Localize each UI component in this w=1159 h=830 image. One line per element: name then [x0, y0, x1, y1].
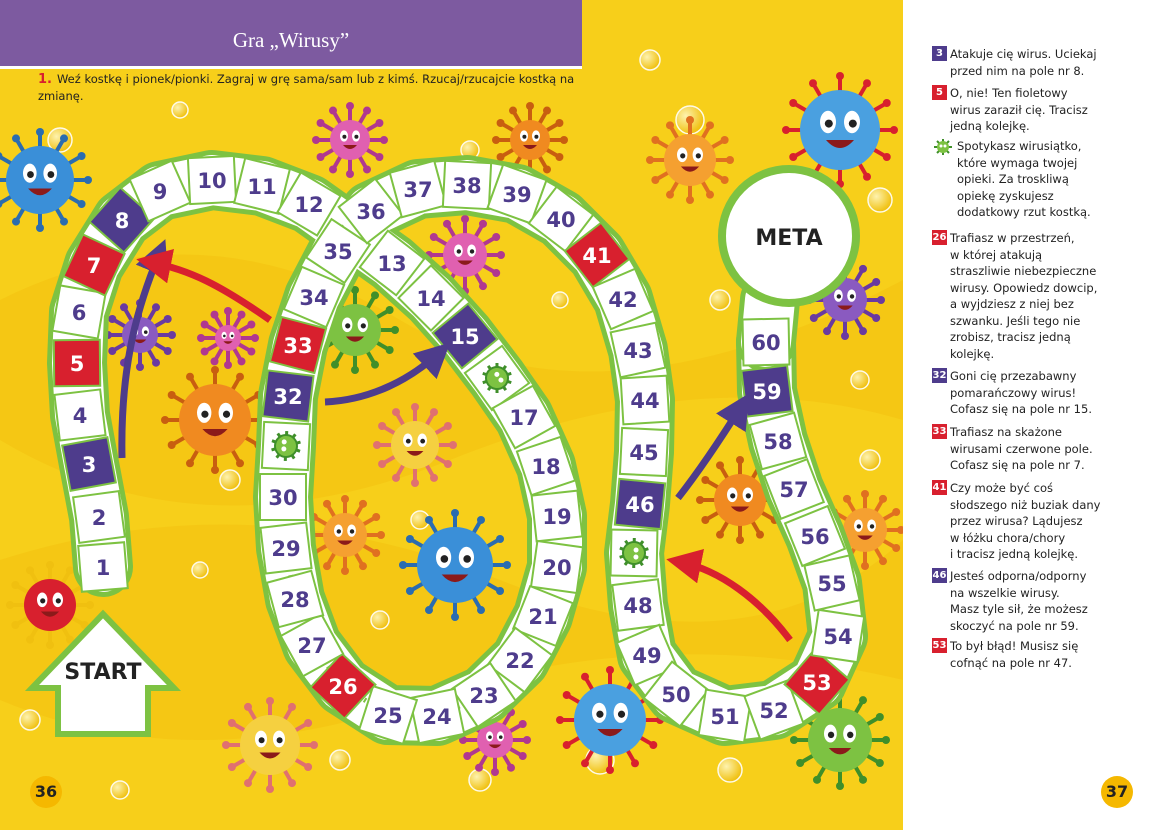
square-number: 10: [197, 169, 227, 193]
rule-item: [932, 424, 1147, 474]
square-number: 58: [763, 430, 793, 454]
board-square-1: [78, 542, 128, 592]
rule-text: Trafiasz na skażone wirusami czerwone pole. Cofasz się na pole nr 7.: [950, 425, 1093, 472]
bubble: [640, 50, 660, 70]
square-number: 7: [86, 254, 102, 278]
square-number: 54: [823, 625, 853, 649]
rule-text: Jesteś odporna/odporny na wszelkie wirusy. Masz tyle sił, że możesz skoczyć na pole nr 59.: [950, 569, 1088, 633]
board-square-2: [73, 491, 125, 543]
page-number-left: 36: [30, 776, 62, 808]
square-number: 56: [800, 525, 830, 549]
bubble: [552, 292, 568, 308]
square-number: 52: [759, 699, 789, 723]
board-square-29: [260, 522, 311, 573]
square-number: 46: [625, 493, 655, 517]
board-square-43: [611, 323, 666, 378]
board-square-32: [262, 370, 313, 421]
rule-text: Czy może być coś słodszego niż buziak dany przez wirusa? Lądujesz w łóżku chora/chory i tracisz jedną kolejkę.: [950, 481, 1101, 561]
square-number: 15: [450, 325, 480, 349]
rule-text: Goni cię przezabawny pomarańczowy wirus! Cofasz się na pole nr 15.: [950, 369, 1092, 416]
instruction-number: 1.: [38, 72, 52, 87]
instruction: [38, 71, 578, 105]
board-square-19: [532, 491, 583, 542]
square-number: 24: [422, 705, 452, 729]
rule-item: [932, 138, 1147, 221]
square-number: 25: [373, 704, 403, 728]
bubble: [710, 290, 730, 310]
square-number: 21: [528, 605, 558, 629]
rule-item: [932, 46, 1147, 79]
square-number: 30: [268, 486, 298, 510]
square-number: 48: [623, 594, 653, 618]
square-number: 23: [469, 684, 499, 708]
rule-item: [932, 230, 1147, 362]
board-square-10: [188, 156, 236, 204]
square-number: 5: [69, 352, 85, 376]
square-number: 28: [280, 588, 310, 612]
square-number: 1: [95, 556, 111, 580]
square-number: 13: [377, 252, 407, 276]
rule-text: Atakuje cię wirus. Uciekaj przed nim na pole nr 8.: [950, 47, 1097, 78]
rule-badge: 3: [932, 46, 947, 61]
board-square-54: [812, 610, 864, 662]
square-number: 6: [71, 301, 87, 325]
board-square-60: [743, 319, 790, 366]
title-band: [0, 0, 582, 69]
board-square-5: [54, 340, 100, 386]
square-number: 34: [299, 286, 329, 310]
square-number: 3: [81, 453, 97, 477]
square-number: 8: [114, 209, 130, 233]
board-square-38: [443, 161, 491, 209]
rule-item: [932, 85, 1147, 135]
rule-badge: 46: [932, 570, 947, 581]
square-number: 9: [152, 180, 168, 204]
rule-badge: 53: [932, 640, 947, 651]
rule-text: Spotykasz wirusiątko, które wymaga twojej opieki. Za troskliwą opiekę zyskujesz dodatkowy rzut kostką.: [957, 139, 1091, 219]
bubble: [20, 710, 40, 730]
page-title: Gra „Wirusy”: [232, 28, 350, 52]
square-number: 37: [403, 178, 433, 202]
board-square-55: [804, 555, 859, 610]
square-number: 60: [751, 331, 781, 355]
square-number: 14: [416, 287, 446, 311]
board-square-4: [54, 389, 105, 440]
square-number: 2: [91, 506, 107, 530]
square-number: 55: [817, 572, 847, 596]
small-virus-icon: [932, 138, 954, 161]
square-number: 11: [247, 175, 277, 199]
square-number: 57: [779, 478, 809, 502]
board-square-59: [741, 365, 792, 416]
board-square-45: [620, 428, 668, 476]
square-number: 45: [629, 441, 659, 465]
rule-badge: 41: [932, 482, 947, 493]
board-square-48: [612, 579, 663, 630]
square-number: 20: [542, 556, 572, 580]
board-square-46: [615, 479, 665, 529]
board-square-3: [62, 437, 116, 491]
square-number: 42: [608, 288, 638, 312]
board-square-24: [410, 689, 464, 743]
square-number: 44: [630, 389, 660, 413]
bubble: [718, 758, 742, 782]
virus-pink-icon: [312, 102, 388, 178]
board-square-6: [52, 285, 105, 338]
bubble: [330, 750, 350, 770]
bubble: [868, 188, 892, 212]
square-number: 29: [271, 537, 301, 561]
square-number: 4: [72, 404, 88, 428]
square-number: 40: [546, 208, 576, 232]
square-number: 18: [531, 455, 561, 479]
square-number: 12: [294, 193, 324, 217]
rule-item: [932, 480, 1147, 563]
board-square-47: [611, 530, 658, 577]
rule-item: [932, 568, 1147, 634]
square-number: 41: [582, 244, 612, 268]
board-square-31: [262, 422, 310, 470]
square-number: 53: [802, 671, 832, 695]
rule-badge: 26: [932, 232, 947, 243]
bubble: [371, 611, 389, 629]
square-number: 19: [542, 505, 572, 529]
square-number: 17: [509, 406, 539, 430]
rule-text: O, nie! Ten fioletowy wirus zaraził cię. Tracisz jedną kolejkę.: [950, 86, 1088, 133]
board-square-44: [621, 376, 670, 425]
rule-badge: 5: [932, 85, 947, 100]
page-number-right: 37: [1101, 776, 1133, 808]
square-number: 35: [323, 240, 353, 264]
rule-badge: 33: [932, 426, 947, 437]
square-number: 39: [502, 183, 532, 207]
bubble: [192, 562, 208, 578]
finish-label: META: [755, 226, 823, 251]
board-square-51: [699, 690, 752, 743]
virus-blue-icon: [0, 128, 92, 232]
bubble: [469, 769, 491, 791]
rule-text: Trafiasz w przestrzeń, w której atakują straszliwie niebezpieczne wirusy. Opowiedz dowcip, a wyjdziesz z niej bez szwanku. Jeśli tego nie zrobisz, tracisz jedną kolejkę.: [950, 231, 1098, 361]
square-number: 49: [632, 644, 662, 668]
bubble: [860, 450, 880, 470]
square-number: 43: [623, 339, 653, 363]
rule-badge: 32: [932, 370, 947, 381]
square-number: 33: [283, 334, 313, 358]
rule-item: [932, 368, 1147, 418]
square-number: 36: [356, 200, 386, 224]
bubble: [851, 371, 869, 389]
square-number: 51: [710, 705, 740, 729]
virus-orange-icon: [646, 116, 734, 204]
instruction-text: Weź kostkę i pionek/pionki. Zagraj w grę sama/sam lub z kimś. Rzucaj/rzucajcie kostką na zmianę.: [38, 72, 575, 103]
rule-item: [932, 638, 1147, 671]
square-number: 22: [505, 649, 535, 673]
rule-text: To był błąd! Musisz się cofnąć na pole nr 47.: [950, 639, 1079, 670]
board-square-20: [531, 541, 583, 593]
square-number: 32: [273, 385, 303, 409]
square-number: 50: [661, 683, 691, 707]
start-label: START: [64, 660, 142, 685]
bubble: [111, 781, 129, 799]
finish-marker: [722, 169, 856, 303]
square-number: 38: [452, 174, 482, 198]
square-number: 59: [752, 380, 782, 404]
square-number: 26: [328, 675, 358, 699]
square-number: 27: [297, 634, 327, 658]
bubble: [220, 470, 240, 490]
board-square-30: [260, 474, 306, 520]
